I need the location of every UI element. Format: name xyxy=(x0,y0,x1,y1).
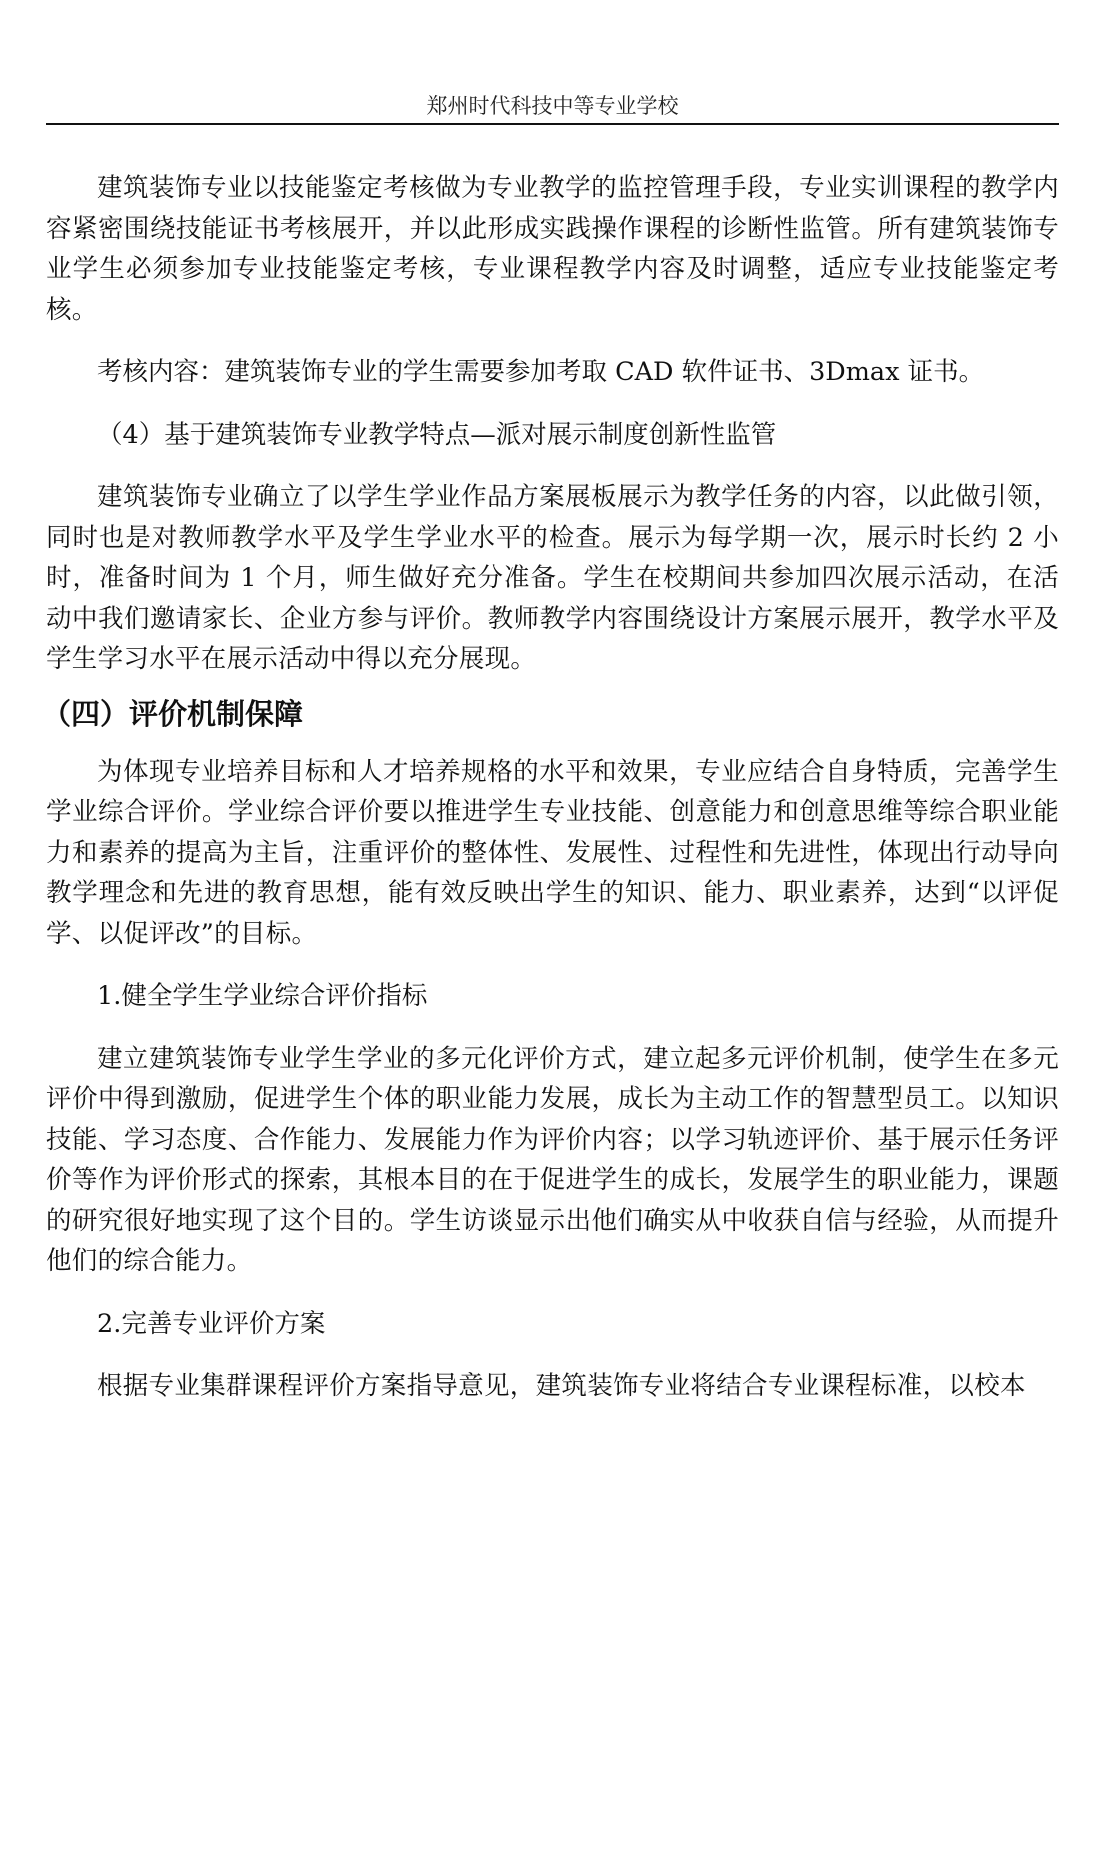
section-heading-evaluation: （四）评价机制保障 xyxy=(42,696,304,731)
paragraph-assessment-content: 考核内容：建筑装饰专业的学生需要参加考取 CAD 软件证书、3Dmax 证书。 xyxy=(97,357,985,387)
header-divider xyxy=(46,123,1059,125)
paragraph-evaluation-index: 建立建筑装饰专业学生学业的多元化评价方式，建立起多元评价机制，使学生在多元评价中得到激励，促进学生个体的职业能力发展，成长为主动工作的智慧型员工。以知识技能、学习态度、合作能力、发展能力作为评价内容；以学习轨迹评价、基于展示任务评价等作为评价形式的探索，其根本目的在于促进学生的成长，发展学生的职业能力，课题的研究很好地实现了这个目的。学生访谈显示出他们确实从中收获自信与经验，从而提升他们的综合能力。 xyxy=(46,1043,1059,1276)
paragraph-exhibition: 建筑装饰专业确立了以学生学业作品方案展板展示为教学任务的内容，以此做引领，同时也是对教师教学水平及学生学业水平的检查。展示为每学期一次，展示时长约 2 小时，准备时间为 1 个月，师生做好充分准备。学生在校期间共参加四次展示活动，在活动中我们邀请家长、企业方参与评价。教师教学内容围绕设计方案展示展开，教学水平及学生学习水平在展示活动中得以充分展现。 xyxy=(46,482,1059,674)
paragraph-skill-assessment: 建筑装饰专业以技能鉴定考核做为专业教学的监控管理手段，专业实训课程的教学内容紧密围绕技能证书考核展开，并以此形成实践操作课程的诊断性监管。所有建筑装饰专业学生必须参加专业技能鉴定考核，专业课程教学内容及时调整，适应专业技能鉴定考核。 xyxy=(46,173,1059,325)
subheading-evaluation-index: 1.健全学生学业综合评价指标 xyxy=(97,981,428,1011)
paragraph-evaluation-intro: 为体现专业培养目标和人才培养规格的水平和效果，专业应结合自身特质，完善学生学业综合评价。学业综合评价要以推进学生专业技能、创意能力和创意思维等综合职业能力和素养的提高为主旨，注重评价的整体性、发展性、过程性和先进性，体现出行动导向教学理念和先进的教育思想，能有效反映出学生的知识、能力、职业素养，达到“以评促学、以促评改”的目标。 xyxy=(46,756,1059,949)
document-body xyxy=(42,168,1059,1407)
page-header-title: 郑州时代科技中等专业学校 xyxy=(426,94,679,118)
subheading-evaluation-plan: 2.完善专业评价方案 xyxy=(97,1308,326,1339)
paragraph-evaluation-plan: 根据专业集群课程评价方案指导意见，建筑装饰专业将结合专业课程标准，以校本 xyxy=(97,1371,1026,1401)
subheading-party-exhibition: （4）基于建筑装饰专业教学特点—派对展示制度创新性监管 xyxy=(97,419,777,450)
